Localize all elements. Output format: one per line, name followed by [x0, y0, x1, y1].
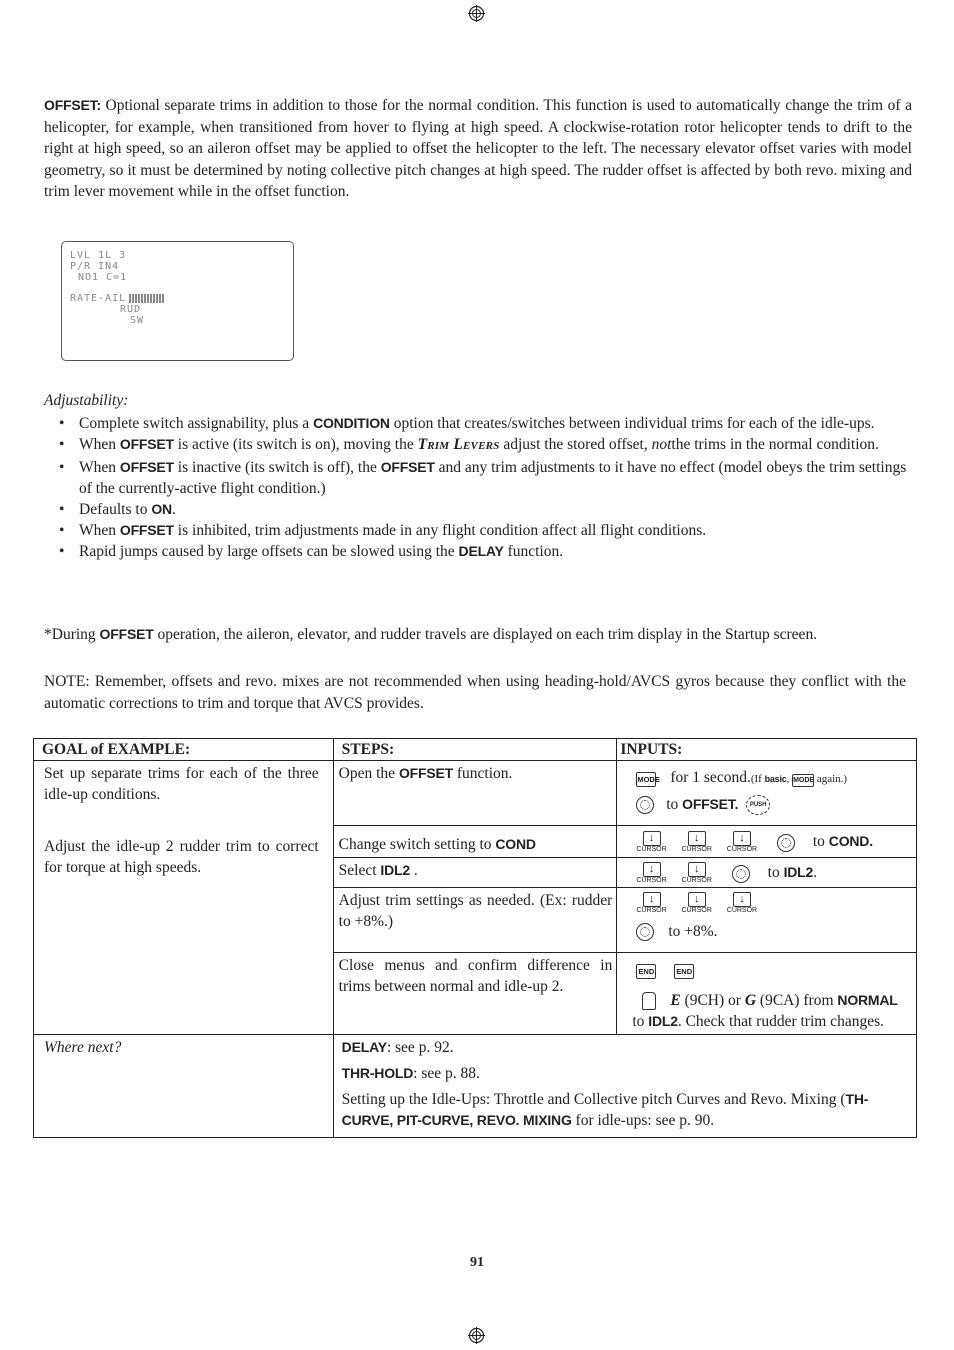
dial-icon: [777, 834, 795, 852]
step-5: Close menus and confirm difference in trims between normal and idle-up 2.: [333, 953, 617, 1035]
push-dial-icon: PUSH: [746, 795, 770, 815]
where-next: Where next?: [34, 1035, 334, 1138]
input-4: ↓ CURSOR ↓ CURSOR ↓ CURSOR to +8%.: [617, 888, 917, 953]
cursor-down-icon: ↓ CURSOR: [726, 893, 758, 914]
cursor-down-icon: ↓ CURSOR: [636, 893, 667, 914]
step-2: Change switch setting to COND: [333, 826, 617, 858]
list-item: • Complete switch assignability, plus a CONDITION option that creates/switches between individual trims for each of the idle-ups.: [58, 413, 914, 434]
cursor-down-icon: ↓ CURSOR: [681, 863, 712, 884]
lcd-line-1: LVL 1L 3: [70, 250, 127, 261]
lcd-line-6: SW: [130, 315, 145, 326]
input-3: ↓ CURSOR ↓ CURSOR to IDL2.: [617, 858, 917, 888]
cursor-down-icon: ↓ CURSOR: [681, 832, 712, 853]
mode-key-icon: MODE: [636, 772, 656, 787]
avcs-note: NOTE: Remember, offsets and revo. mixes are not recommended when using heading-hold/AVCS gyros because they conflict with the automatic corrections to trim and torque that AVCS provides.: [44, 673, 906, 712]
registration-mark-top: [468, 5, 485, 22]
cursor-down-icon: ↓ CURSOR: [681, 893, 712, 914]
mode-key-icon-small: MODE: [792, 774, 814, 787]
lcd-screen-figure: [61, 241, 294, 361]
header-goal: GOAL of EXAMPLE:: [34, 739, 334, 761]
input-5: END END E (9CH) or G (9CA) from NORMAL to IDL2. Check that rudder trim changes.: [617, 953, 917, 1035]
lcd-line-4: RATE-AIL: [70, 293, 127, 304]
dial-icon: [636, 796, 654, 814]
adjustability-heading: Adjustability:: [44, 392, 129, 409]
step-1: Open the OFFSET function.: [333, 761, 617, 826]
end-key-icon: END: [674, 964, 694, 979]
dial-icon: [636, 923, 654, 941]
lcd-line-3: NO1 C=1: [78, 272, 128, 283]
goal-cell: [34, 761, 334, 1035]
registration-mark-bottom: [468, 1327, 485, 1344]
cursor-down-icon: ↓ CURSOR: [726, 832, 758, 853]
next-delay: DELAY: see p. 92.: [341, 1039, 454, 1056]
cursor-down-icon: ↓ CURSOR: [636, 863, 667, 884]
list-item: • When OFFSET is inactive (its switch is off), the OFFSET and any trim adjustments to it have no effect (model obeys the trim settings of the currently-active flight condition.): [58, 457, 914, 499]
list-item: • When OFFSET is active (its switch is on), moving the TRIM LEVERS adjust the stored offset, notthe trims in the normal condition.: [58, 434, 914, 457]
dial-icon: [732, 865, 750, 883]
next-idle-ups: Setting up the Idle-Ups: Throttle and Collective pitch Curves and Revo. Mixing (TH-CURVE, PIT-CURVE, REVO. MIXING for idle-ups: see p. 90.: [341, 1091, 869, 1129]
switch-icon: [642, 992, 656, 1010]
list-item: • Rapid jumps caused by large offsets can be slowed using the DELAY function.: [58, 541, 914, 562]
header-inputs: INPUTS:: [617, 739, 917, 761]
goal-2: Adjust the idle-up 2 rudder trim to correct for torque at high speeds.: [44, 838, 319, 876]
lcd-line-5: RUD: [120, 304, 142, 315]
next-thr-hold: THR-HOLD: see p. 88.: [341, 1065, 480, 1082]
adjustability-list: [58, 413, 914, 562]
cursor-down-icon: ↓ CURSOR: [636, 832, 667, 853]
intro-paragraph: [44, 95, 912, 203]
lcd-line-2: P/R IN4: [70, 261, 120, 272]
list-item: • Defaults to ON.: [58, 499, 914, 520]
lcd-highlight-block: [129, 294, 165, 303]
example-table: [33, 738, 917, 1138]
intro-text: Optional separate trims in addition to those for the normal condition. This function is used to automatically change the trim of a helicopter, for example, when transitioned from hover to flying at high speed. A clockwise-rotation rotor helicopter tends to drift to the right at high speed, so an aileron offset may be applied to offset the helicopter to the left. The necessary elevator offset varies with model geometry, so it must be determined by noting collective pitch changes at high speed. The rudder offset is affected by both revo. mixing and trim lever movement while in the offset function.: [44, 97, 912, 200]
step-4: Adjust trim settings as needed. (Ex: rudder to +8%.): [333, 888, 617, 953]
goal-1: Set up separate trims for each of the three idle-up conditions.: [44, 765, 319, 803]
during-note: *During OFFSET operation, the aileron, elevator, and rudder travels are displayed on each trim display in the Startup screen.: [44, 626, 818, 643]
input-1: MODE for 1 second.(If basic, MODE again.) to OFFSET. PUSH: [617, 761, 917, 826]
end-key-icon: END: [636, 964, 656, 979]
list-item: • When OFFSET is inhibited, trim adjustments made in any flight condition affect all flight conditions.: [58, 520, 914, 541]
input-2: ↓ CURSOR ↓ CURSOR ↓ CURSOR to COND.: [617, 826, 917, 858]
step-3: Select IDL2 .: [333, 858, 617, 888]
offset-label: OFFSET:: [44, 97, 101, 113]
page-number: 91: [470, 1255, 484, 1270]
next-steps: [333, 1035, 916, 1138]
header-steps: STEPS:: [333, 739, 617, 761]
